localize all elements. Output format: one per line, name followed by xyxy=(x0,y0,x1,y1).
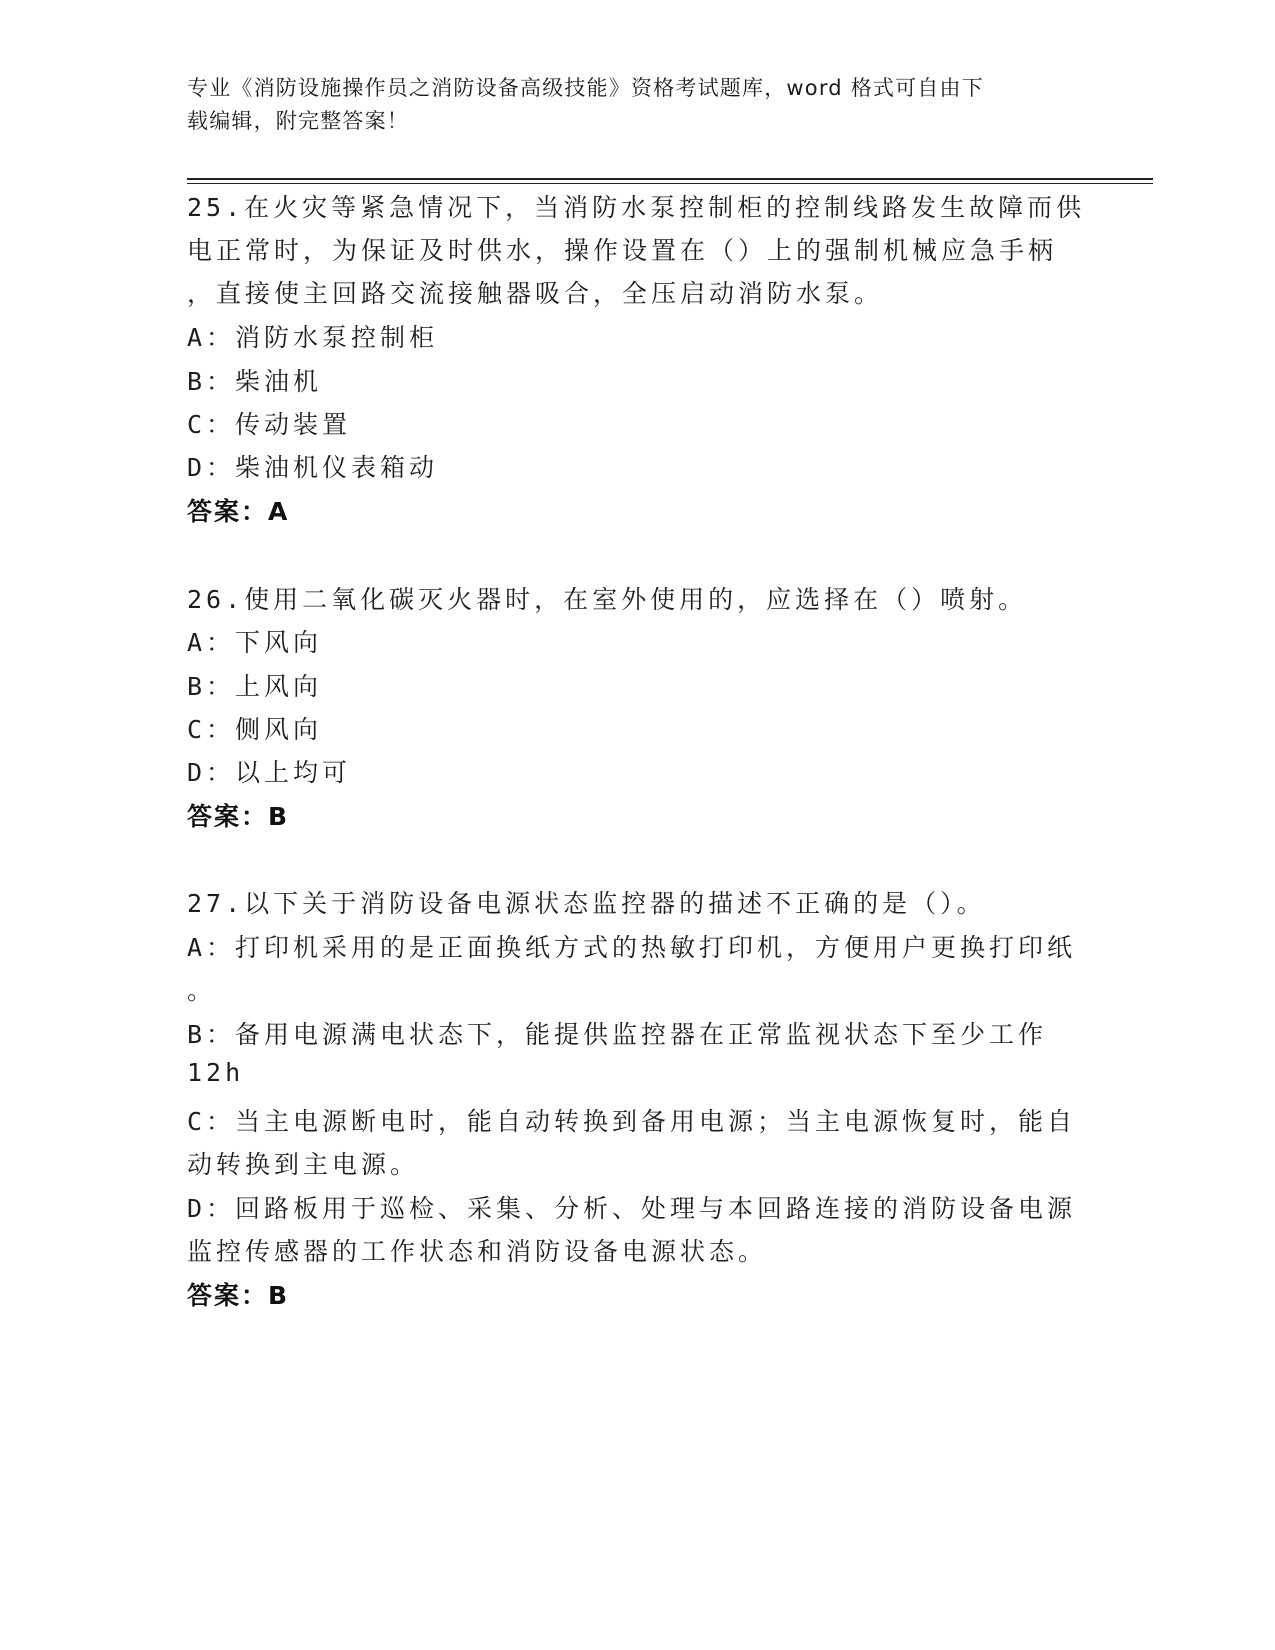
header-divider-thin xyxy=(187,183,1153,184)
option-c: C：当主电源断电时，能自动转换到备用电源；当主电源恢复时，能自 xyxy=(187,1107,1077,1136)
header-line-2: 载编辑，附完整答案！ xyxy=(187,109,409,133)
option-c: C：侧风向 xyxy=(187,715,323,744)
option-a: A：消防水泵控制柜 xyxy=(187,323,439,352)
question-stem-line: 电正常时，为保证及时供水，操作设置在（）上的强制机械应急手柄 xyxy=(187,236,1058,265)
question-stem-line: 26.使用二氧化碳灭火器时，在室外使用的，应选择在（）喷射。 xyxy=(187,585,1028,614)
question-stem-line: 25.在火灾等紧急情况下，当消防水泵控制柜的控制线路发生故障而供 xyxy=(187,193,1086,222)
option-d: D：回路板用于巡检、采集、分析、处理与本回路连接的消防设备电源 xyxy=(187,1194,1077,1223)
option-b: B：柴油机 xyxy=(187,367,323,396)
option-b: B：备用电源满电状态下，能提供监控器在正常监视状态下至少工作 xyxy=(187,1020,1048,1049)
option-a: A：打印机采用的是正面换纸方式的热敏打印机，方便用户更换打印纸 xyxy=(187,933,1077,962)
option-d-continued: 监控传感器的工作状态和消防设备电源状态。 xyxy=(187,1237,768,1266)
option-b-continued: 12h xyxy=(187,1058,245,1087)
answer-label: 答案：B xyxy=(187,1281,290,1310)
header-line-1: 专业《消防设施操作员之消防设备高级技能》资格考试题库，word 格式可自由下 xyxy=(187,76,984,100)
option-c-continued: 动转换到主电源。 xyxy=(187,1150,420,1179)
option-d: D：以上均可 xyxy=(187,758,352,787)
question-stem-line: 27.以下关于消防设备电源状态监控器的描述不正确的是（）。 xyxy=(187,889,986,918)
option-b: B：上风向 xyxy=(187,672,323,701)
option-a-continued: 。 xyxy=(187,976,217,1005)
option-c: C：传动装置 xyxy=(187,410,352,439)
option-a: A：下风向 xyxy=(187,628,323,657)
question-stem-line: ，直接使主回路交流接触器吸合，全压启动消防水泵。 xyxy=(187,279,884,308)
option-d: D：柴油机仪表箱动 xyxy=(187,453,439,482)
answer-label: 答案：B xyxy=(187,802,290,831)
header-divider-thick xyxy=(187,178,1153,180)
answer-label: 答案：A xyxy=(187,497,290,526)
document-header xyxy=(187,72,1067,138)
